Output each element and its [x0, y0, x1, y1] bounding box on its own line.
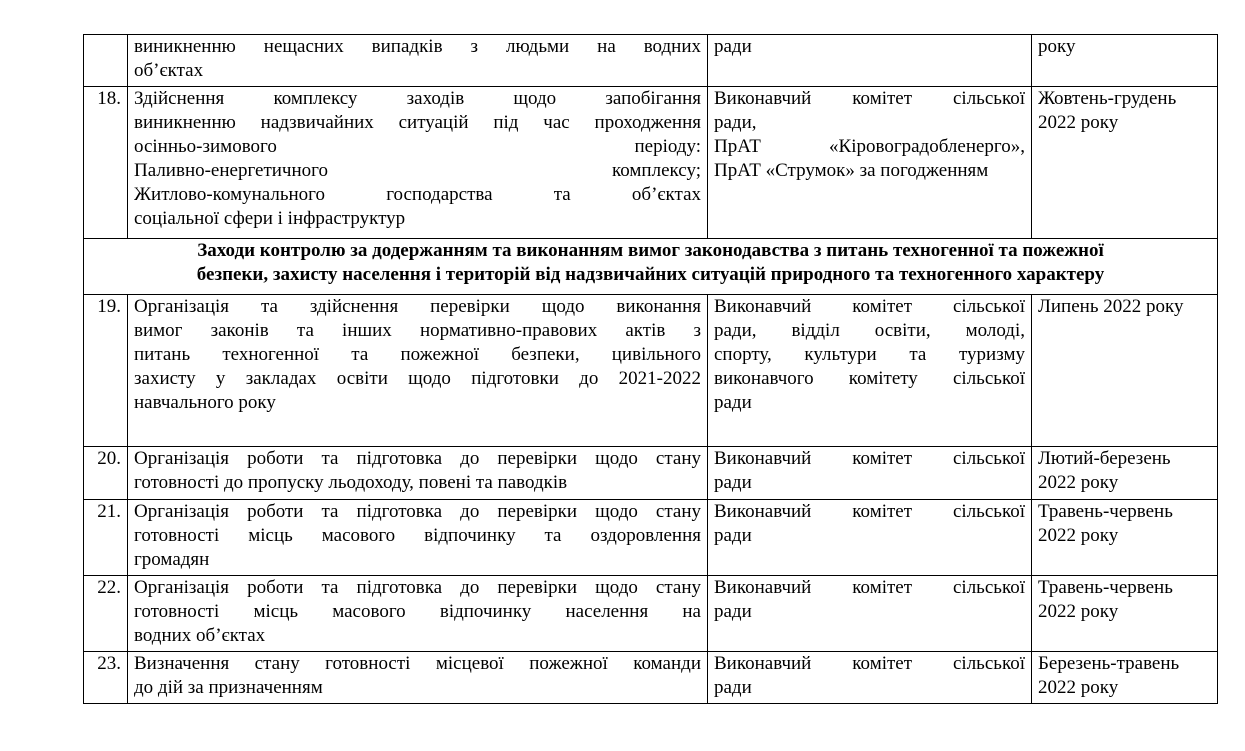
- activity-line: виникненню нещасних випадків з людьми на водних: [134, 36, 701, 57]
- term-line: року: [1038, 36, 1076, 57]
- row-number: 21.: [84, 500, 128, 576]
- row-number: 23.: [84, 652, 128, 704]
- responsible-line: ПрАТ «Кіровоградобленерго»,: [714, 136, 1025, 157]
- responsible-line: ради: [714, 392, 752, 413]
- responsible-line: Виконавчий комітет сільської: [714, 88, 1025, 109]
- table-body: [84, 35, 1218, 704]
- responsible-line: ради: [714, 601, 752, 622]
- responsible-line: ради,: [714, 112, 757, 133]
- term-line: 2022 року: [1038, 472, 1119, 493]
- activity-line: питань техногенної та пожежної безпеки, цивільного: [134, 344, 701, 365]
- section-header-row: [84, 239, 1218, 295]
- activity-line: Організація роботи та підготовка до перевірки щодо стану: [134, 501, 701, 522]
- term-cell: [1032, 87, 1218, 239]
- responsible-line: спорту, культури та туризму: [714, 344, 1025, 365]
- activity-line: водних об’єктах: [134, 625, 266, 646]
- table-row: [84, 35, 1218, 87]
- activity-line: Організація роботи та підготовка до перевірки щодо стану: [134, 448, 701, 469]
- responsible-cell: [708, 652, 1032, 704]
- responsible-line: ради: [714, 525, 752, 546]
- responsible-line: Виконавчий комітет сільської: [714, 501, 1025, 522]
- row-number: [84, 35, 128, 87]
- table-row: [84, 652, 1218, 704]
- activity-line: навчального року: [134, 392, 276, 413]
- section-title-line: безпеки, захисту населення і територій від надзвичайних ситуацій природного та техногенного характеру: [196, 264, 1105, 285]
- activity-cell: [128, 652, 708, 704]
- responsible-line: ради: [714, 472, 752, 493]
- activity-line: виникненню надзвичайних ситуацій під час проходження: [134, 112, 701, 133]
- responsible-cell: [708, 87, 1032, 239]
- activity-line: готовності місць масового відпочинку населення на: [134, 601, 701, 622]
- activity-cell: [128, 500, 708, 576]
- activity-cell: [128, 87, 708, 239]
- activity-line: соціальної сфери і інфраструктур: [134, 208, 406, 229]
- responsible-line: ради: [714, 36, 752, 57]
- activity-line: Житлово-комунального господарства та об’єктах: [134, 184, 701, 205]
- row-number: 19.: [84, 295, 128, 447]
- term-line: Травень-червень: [1038, 577, 1173, 598]
- term-cell: [1032, 652, 1218, 704]
- responsible-cell: [708, 295, 1032, 447]
- activity-line: Здійснення комплексу заходів щодо запобігання: [134, 88, 701, 109]
- activity-line: Визначення стану готовності місцевої пожежної команди: [134, 653, 701, 674]
- term-line: 2022 року: [1038, 525, 1119, 546]
- activity-line: об’єктах: [134, 60, 204, 81]
- table-row: [84, 576, 1218, 652]
- activity-cell: [128, 447, 708, 500]
- responsible-line: ради: [714, 677, 752, 698]
- row-number: 18.: [84, 87, 128, 239]
- activity-line: Організація роботи та підготовка до перевірки щодо стану: [134, 577, 701, 598]
- activity-line: Паливно-енергетичного комплексу;: [134, 160, 701, 181]
- table-row: [84, 500, 1218, 576]
- term-line: 2022 року: [1038, 677, 1119, 698]
- responsible-line: ради, відділ освіти, молоді,: [714, 320, 1025, 341]
- term-cell: [1032, 447, 1218, 500]
- activity-cell: [128, 576, 708, 652]
- row-number: 22.: [84, 576, 128, 652]
- responsible-line: ПрАТ «Струмок» за погодженням: [714, 160, 989, 181]
- table-row: [84, 447, 1218, 500]
- activity-line: громадян: [134, 549, 210, 570]
- activity-line: вимог законів та інших нормативно-правових актів з: [134, 320, 701, 341]
- responsible-cell: [708, 447, 1032, 500]
- activity-cell: [128, 35, 708, 87]
- table-row: [84, 295, 1218, 447]
- responsible-cell: [708, 576, 1032, 652]
- term-line: Жовтень-грудень: [1038, 88, 1177, 109]
- row-number: 20.: [84, 447, 128, 500]
- term-cell: [1032, 35, 1218, 87]
- responsible-cell: [708, 500, 1032, 576]
- activity-line: готовності місць масового відпочинку та оздоровлення: [134, 525, 701, 546]
- activity-line: осінньо-зимового періоду:: [134, 136, 701, 157]
- activity-line: Організація та здійснення перевірки щодо виконання: [134, 296, 701, 317]
- activity-line: готовності до пропуску льодоходу, повені та паводків: [134, 472, 568, 493]
- action-plan-table: [83, 34, 1218, 704]
- responsible-line: Виконавчий комітет сільської: [714, 448, 1025, 469]
- responsible-line: виконавчого комітету сільської: [714, 368, 1025, 389]
- activity-line: до дій за призначенням: [134, 677, 323, 698]
- term-cell: [1032, 295, 1218, 447]
- term-line: Травень-червень: [1038, 501, 1173, 522]
- term-cell: [1032, 576, 1218, 652]
- term-line: 2022 року: [1038, 112, 1119, 133]
- table-row: [84, 87, 1218, 239]
- responsible-line: Виконавчий комітет сільської: [714, 653, 1025, 674]
- term-line: 2022 року: [1038, 601, 1119, 622]
- activity-line: захисту у закладах освіти щодо підготовки до 2021-2022: [134, 368, 701, 389]
- term-line: Липень 2022 року: [1038, 296, 1184, 317]
- responsible-line: Виконавчий комітет сільської: [714, 577, 1025, 598]
- term-line: Лютий-березень: [1038, 448, 1171, 469]
- section-title-line: Заходи контролю за додержанням та виконанням вимог законодавства з питань техногенної та пожежної: [197, 240, 1104, 261]
- section-title: [84, 239, 1218, 295]
- activity-cell: [128, 295, 708, 447]
- term-cell: [1032, 500, 1218, 576]
- responsible-line: Виконавчий комітет сільської: [714, 296, 1025, 317]
- responsible-cell: [708, 35, 1032, 87]
- term-line: Березень-травень: [1038, 653, 1180, 674]
